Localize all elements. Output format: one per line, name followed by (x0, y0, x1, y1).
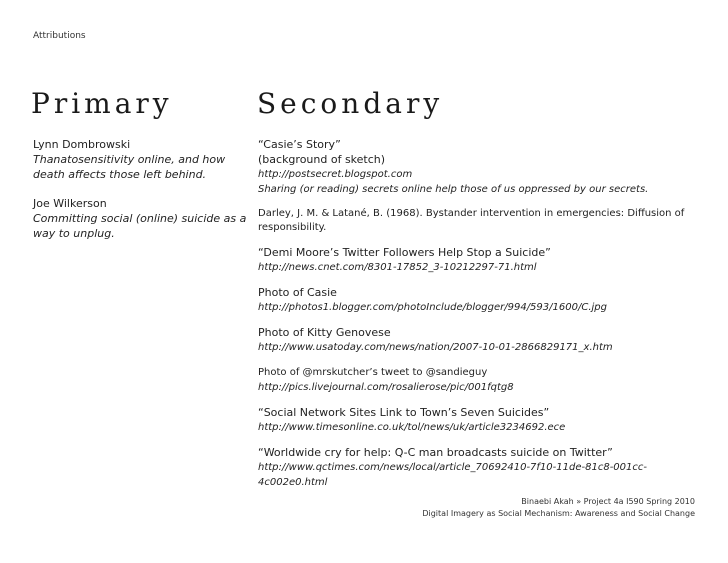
source-subtitle: (background of sketch) (258, 153, 386, 166)
secondary-entry (258, 325, 698, 355)
source-url[interactable]: http://news.cnet.com/8301-17852_3-10212297-71.html (258, 262, 537, 273)
secondary-heading: Secondary (257, 87, 444, 120)
secondary-column (258, 137, 698, 500)
primary-heading: Primary (31, 87, 173, 120)
secondary-entry (258, 445, 698, 490)
source-title: “Social Network Sites Link to Town’s Seven Suicides” (258, 406, 550, 419)
source-url[interactable]: http://www.qctimes.com/news/local/article_70692410-7f10-11de-81c8-001cc-4c002e0.html (258, 462, 647, 488)
source-note: Sharing (or reading) secrets online help those of us oppressed by our secrets. (258, 184, 649, 195)
primary-entry (33, 196, 248, 241)
source-url[interactable]: http://www.timesonline.co.uk/tol/news/uk/article3234692.ece (258, 422, 566, 433)
source-title: “Demi Moore’s Twitter Followers Help Stop a Suicide” (258, 246, 551, 259)
secondary-entry (258, 245, 698, 275)
source-url[interactable]: http://postsecret.blogspot.com (258, 169, 413, 180)
source-citation: Darley, J. M. & Latané, B. (1968). Bystander intervention in emergencies: Diffusion of responsibility. (258, 208, 685, 233)
secondary-entry (258, 365, 698, 395)
footer (422, 496, 695, 520)
source-title: “Worldwide cry for help: Q-C man broadcasts suicide on Twitter” (258, 446, 613, 459)
work-title: Thanatosensitivity online, and how death affects those left behind. (33, 153, 226, 181)
secondary-entry (258, 137, 698, 197)
source-title: Photo of @mrskutcher’s tweet to @sandieguy (258, 367, 488, 378)
work-title: Committing social (online) suicide as a way to unplug. (33, 212, 247, 240)
source-title: Photo of Kitty Genovese (258, 326, 391, 339)
footer-author-line: Binaebi Akah » Project 4a I590 Spring 2010 (521, 497, 695, 506)
primary-column (33, 137, 248, 255)
source-url[interactable]: http://photos1.blogger.com/photoInclude/blogger/994/593/1600/C.jpg (258, 302, 607, 313)
author-name: Lynn Dombrowski (33, 138, 131, 151)
secondary-entry (258, 405, 698, 435)
footer-project-line: Digital Imagery as Social Mechanism: Awareness and Social Change (422, 509, 695, 518)
author-name: Joe Wilkerson (33, 197, 107, 210)
slide-label: Attributions (33, 31, 86, 41)
primary-entry (33, 137, 248, 182)
source-title: “Casie’s Story” (258, 138, 341, 151)
source-url[interactable]: http://pics.livejournal.com/rosalierose/pic/001fqtg8 (258, 382, 514, 393)
secondary-entry (258, 207, 698, 235)
source-title: Photo of Casie (258, 286, 337, 299)
source-url[interactable]: http://www.usatoday.com/news/nation/2007-10-01-2866829171_x.htm (258, 342, 613, 353)
secondary-entry (258, 285, 698, 315)
